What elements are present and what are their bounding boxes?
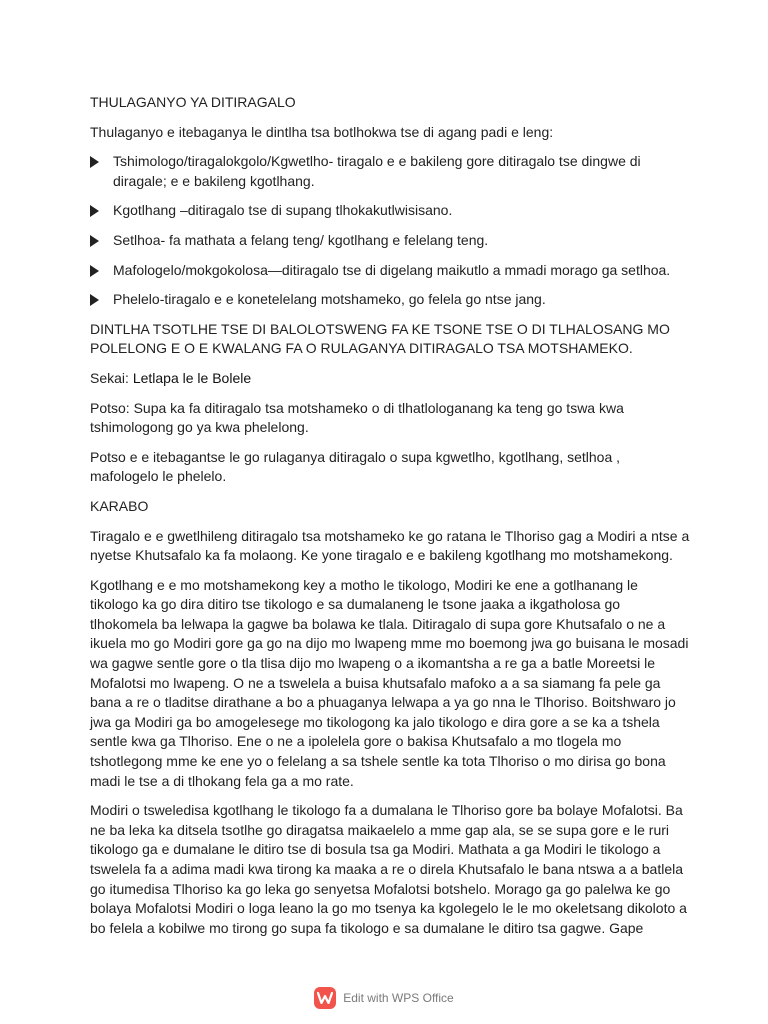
list-item-text: Kgotlhang –ditiragalo tse di supang tlhokakutlwisisano. [113, 202, 453, 219]
document-title: THULAGANYO YA DITIRAGALO [90, 94, 296, 110]
document-body [90, 93, 690, 948]
list-item-text: Setlhoa- fa mathata a felang teng/ kgotlhang e felelang teng. [113, 231, 489, 248]
wps-footer[interactable] [0, 986, 768, 1010]
edit-with-wps-link[interactable]: Edit with WPS Office [343, 991, 454, 1005]
list-item [90, 261, 690, 281]
list-item [90, 290, 690, 310]
answer-paragraph: Tiragalo e e gwetlhileng ditiragalo tsa motshameko ke go ratana le Tlhoriso gag a Modiri a ntse a nyetse Khutsafalo ka fa molaong. Ke yone tiragalo e e bakileng kgotlhang mo motshamekong. [90, 527, 690, 564]
list-item [90, 231, 690, 251]
example-label: Sekai: [90, 369, 133, 386]
answer-paragraph: Modiri o tsweledisa kgotlhang le tikologo fa a dumalana le Tlhoriso gore ba bolaye Mofalotsi. Ba ne ba leka ka ditsela tsotlhe go diragatsa maikaelelo a mme gap ala, se se supa gore e le ruri tikologo ga e dumalane le ditiro tse di bosula tsa ga Modiri. Mathata a ga Modiri le tikologo a tswelela fa a adima madi kwa tirong ka maaka a re o direla Khutsafalo le bana ntswa a a batlela go itumedisa Tlhoriso ka go leka go senyetsa Mofalotsi botshelo. Morago ga go palelwa ke go bolaya Mofalotsi Modiri o loga leano la go mo tsenya ka kgolegelo le le mo okeletsang dikoloto a bo felela a kobilwe mo tirong go supa fa tikologo e sa dumalane le ditiro tsa gagwe. Gape [90, 802, 687, 936]
arrow-bullet-icon [90, 294, 99, 306]
plot-elements-list [90, 152, 690, 310]
instruction-paragraph: DINTLHA TSOTLHE TSE DI BALOLOTSWENG FA KE TSONE TSE O DI TLHALOSANG MO POLELONG E O E KWALANG FA O RULAGANYA DITIRAGALO TSA MOTSHAMEKO. [90, 320, 670, 357]
list-item-text: Tshimologo/tiragalokgolo/Kgwetlho- tiragalo e e bakileng gore ditiragalo tse dingwe di diragale; e e bakileng kgotlhang. [113, 153, 641, 189]
intro-paragraph: Thulaganyo e itebaganya le dintlha tsa botlhokwa tse di agang padi e leng: [90, 123, 554, 140]
list-item [90, 152, 690, 191]
arrow-bullet-icon [90, 205, 99, 217]
question-paragraph: Potso: Supa ka fa ditiragalo tsa motshameko o di tlhatlologanang ka teng go tswa kwa tshimologong go ya kwa phelelong. [90, 399, 624, 436]
arrow-bullet-icon [90, 156, 99, 168]
list-item-text: Mafologelo/mokgokolosa—ditiragalo tse di digelang maikutlo a mmadi morago ga setlhoa. [113, 261, 671, 278]
answer-paragraph: Kgotlhang e e mo motshamekong key a motho le tikologo, Modiri ke ene a gotlhanang le tikologo ka go dira ditiro tse tikologo e sa dumalaneng le tsone jaaka a ikgatholosa go tlhokomela ba lelwapa la gagwe ba bolawa ke tlala. Ditiragalo di supa gore Khutsafalo o ne a ikuela mo go Modiri gore ga go na dijo mo lwapeng mme mo boemong jwa go buisana le mosadi wa gagwe sentle gore o tla tlisa dijo mo lwapeng o a ikomantsha a re ga a batle Moreetsi le Mofalotsi mo lwapeng. O ne a tswelela a buisa khutsafalo mafoko a a sa siamang fa pele ga bana a re o tladitse dirathane a bo a phuaganya lelwapa a ya go nna le Tlhoriso. Boitshwaro jo jwa ga Modiri ga bo amogelesege mo tikologong ka jalo tikologo e dira gore a se ka a tshela sentle kwa ga Tlhoriso. Ene o ne a ipolelela gore o bakisa Khutsafalo a mo tlogela mo tshotlegong mme ke ene yo o felelang a sa tshele sentle ka tota Tlhoriso o mo dirisa go bona madi le tse a di tlhokang fela ga a mo rate. [90, 576, 689, 789]
list-item [90, 201, 690, 221]
wps-office-logo-icon [314, 987, 336, 1009]
arrow-bullet-icon [90, 265, 99, 277]
question-explanation-paragraph: Potso e e itebagantse le go rulaganya ditiragalo o supa kgwetlho, kgotlhang, setlhoa , mafologelo le phelelo. [90, 448, 621, 485]
example-title: Letlapa le le Bolele [132, 369, 252, 386]
answer-heading: KARABO [90, 497, 149, 514]
arrow-bullet-icon [90, 235, 99, 247]
example-line [90, 369, 690, 389]
list-item-text: Phelelo-tiragalo e e konetelelang motshameko, go felela go ntse jang. [113, 291, 546, 308]
